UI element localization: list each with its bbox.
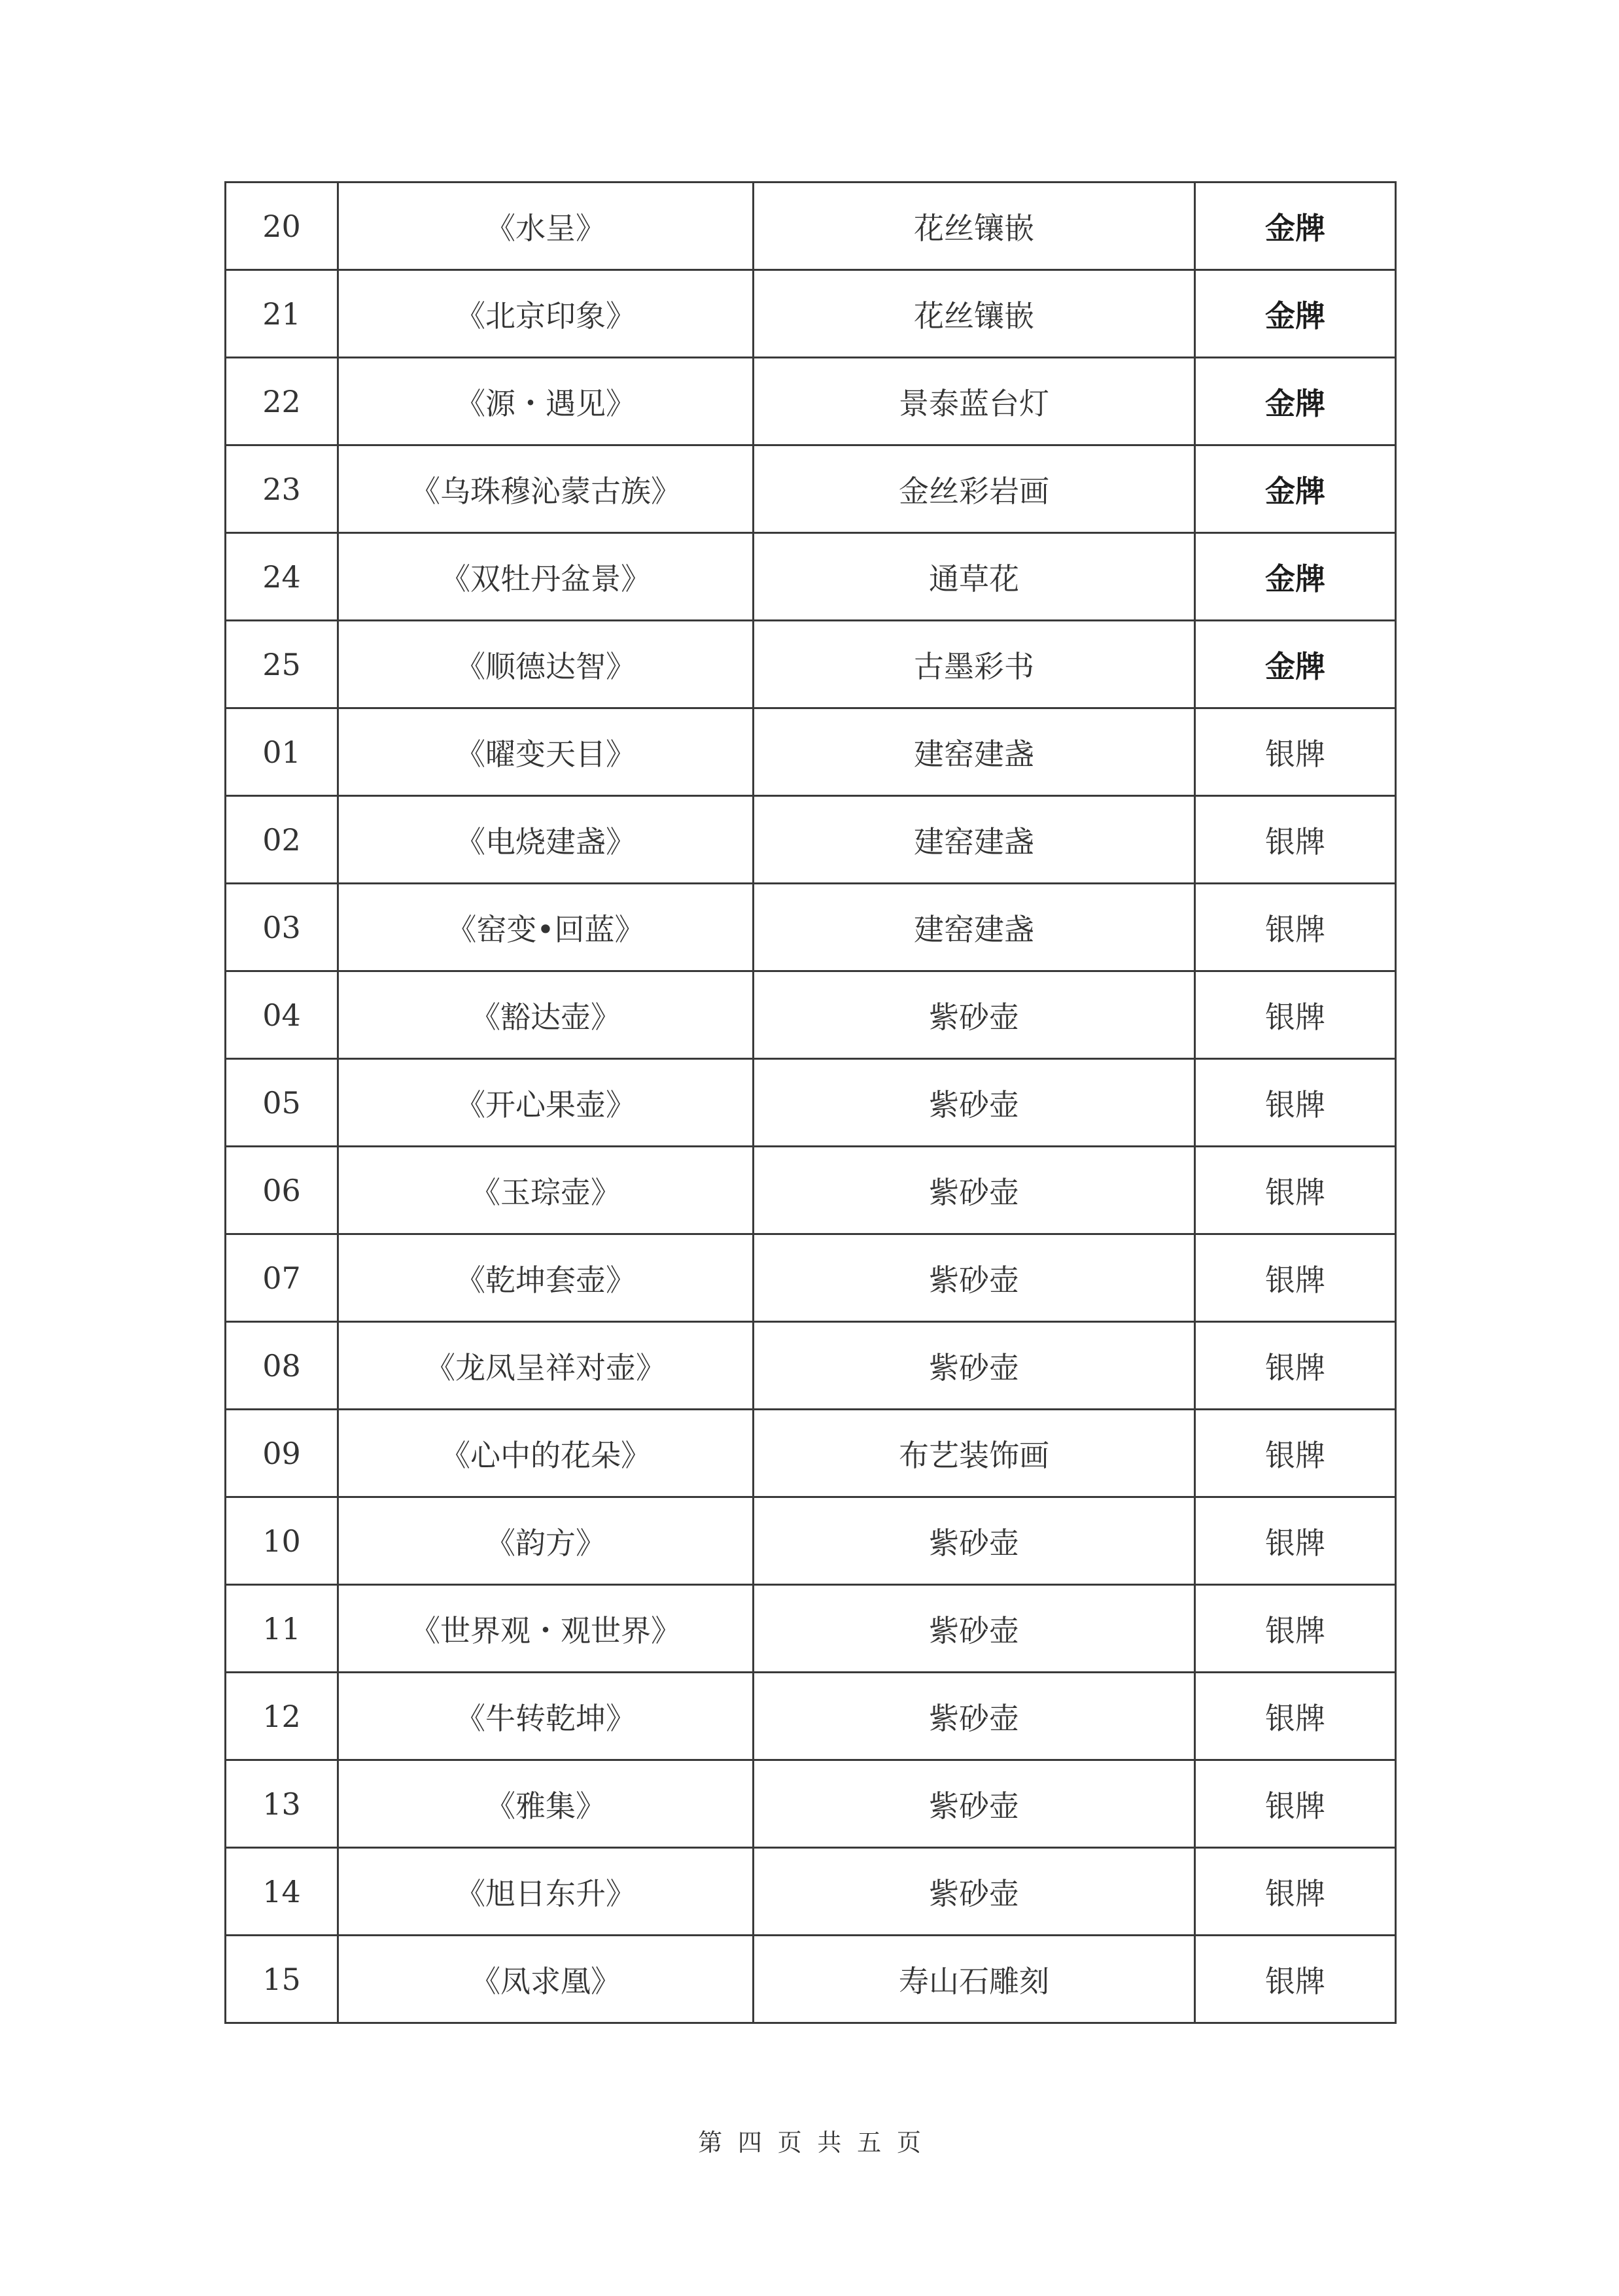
table-row	[226, 1234, 1396, 1322]
entry-title: 《电烧建盏》	[338, 796, 754, 884]
entry-award: 银牌	[1195, 971, 1396, 1059]
entry-number: 04	[226, 971, 338, 1059]
entry-award: 金牌	[1195, 183, 1396, 270]
entry-award: 银牌	[1195, 796, 1396, 884]
table-row	[226, 1322, 1396, 1410]
entry-title: 《世界观・观世界》	[338, 1585, 754, 1673]
table-row	[226, 1673, 1396, 1760]
table-row	[226, 1936, 1396, 2023]
entry-award: 银牌	[1195, 708, 1396, 796]
table-row	[226, 1497, 1396, 1585]
entry-title: 《开心果壶》	[338, 1059, 754, 1147]
entry-title: 《顺德达智》	[338, 621, 754, 708]
entry-number: 25	[226, 621, 338, 708]
table-row	[226, 533, 1396, 621]
entry-title: 《双牡丹盆景》	[338, 533, 754, 621]
entry-title: 《窑变•回蓝》	[338, 884, 754, 971]
entry-award: 银牌	[1195, 1147, 1396, 1234]
entry-title: 《水呈》	[338, 183, 754, 270]
entry-number: 07	[226, 1234, 338, 1322]
entry-award: 银牌	[1195, 1848, 1396, 1936]
entry-category: 景泰蓝台灯	[754, 358, 1195, 445]
awards-table	[224, 181, 1397, 2024]
entry-award: 银牌	[1195, 1322, 1396, 1410]
table-row	[226, 358, 1396, 445]
table-row	[226, 884, 1396, 971]
table-row	[226, 1410, 1396, 1497]
entry-category: 建窑建盏	[754, 884, 1195, 971]
entry-number: 13	[226, 1760, 338, 1848]
entry-number: 01	[226, 708, 338, 796]
entry-title: 《韵方》	[338, 1497, 754, 1585]
entry-award: 银牌	[1195, 1234, 1396, 1322]
entry-title: 《北京印象》	[338, 270, 754, 358]
entry-category: 紫砂壶	[754, 1848, 1195, 1936]
entry-category: 紫砂壶	[754, 971, 1195, 1059]
entry-award: 银牌	[1195, 884, 1396, 971]
entry-title: 《曜变天目》	[338, 708, 754, 796]
entry-category: 寿山石雕刻	[754, 1936, 1195, 2023]
entry-number: 22	[226, 358, 338, 445]
table-row	[226, 1059, 1396, 1147]
entry-number: 08	[226, 1322, 338, 1410]
entry-award: 金牌	[1195, 445, 1396, 533]
entry-title: 《凤求凰》	[338, 1936, 754, 2023]
table-row	[226, 971, 1396, 1059]
entry-number: 11	[226, 1585, 338, 1673]
entry-award: 银牌	[1195, 1497, 1396, 1585]
entry-number: 12	[226, 1673, 338, 1760]
page-footer: 第 四 页 共 五 页	[698, 2129, 921, 2157]
table-row	[226, 708, 1396, 796]
table-row	[226, 796, 1396, 884]
entry-category: 紫砂壶	[754, 1059, 1195, 1147]
entry-title: 《心中的花朵》	[338, 1410, 754, 1497]
entry-number: 06	[226, 1147, 338, 1234]
table-row	[226, 183, 1396, 270]
entry-category: 花丝镶嵌	[754, 270, 1195, 358]
entry-category: 布艺装饰画	[754, 1410, 1195, 1497]
entry-number: 09	[226, 1410, 338, 1497]
entry-award: 金牌	[1195, 533, 1396, 621]
entry-title: 《乾坤套壶》	[338, 1234, 754, 1322]
entry-category: 建窑建盏	[754, 796, 1195, 884]
entry-title: 《雅集》	[338, 1760, 754, 1848]
entry-category: 紫砂壶	[754, 1322, 1195, 1410]
table-row	[226, 270, 1396, 358]
entry-title: 《旭日东升》	[338, 1848, 754, 1936]
entry-award: 金牌	[1195, 358, 1396, 445]
awards-table-body	[226, 183, 1396, 2023]
entry-number: 24	[226, 533, 338, 621]
entry-number: 20	[226, 183, 338, 270]
entry-number: 02	[226, 796, 338, 884]
entry-number: 10	[226, 1497, 338, 1585]
entry-award: 银牌	[1195, 1410, 1396, 1497]
entry-title: 《源・遇见》	[338, 358, 754, 445]
table-row	[226, 1147, 1396, 1234]
entry-category: 通草花	[754, 533, 1195, 621]
entry-award: 银牌	[1195, 1059, 1396, 1147]
entry-category: 金丝彩岩画	[754, 445, 1195, 533]
entry-title: 《牛转乾坤》	[338, 1673, 754, 1760]
entry-award: 银牌	[1195, 1760, 1396, 1848]
entry-award: 金牌	[1195, 621, 1396, 708]
entry-category: 建窑建盏	[754, 708, 1195, 796]
entry-title: 《豁达壶》	[338, 971, 754, 1059]
entry-number: 23	[226, 445, 338, 533]
table-row	[226, 1760, 1396, 1848]
entry-award: 金牌	[1195, 270, 1396, 358]
entry-number: 21	[226, 270, 338, 358]
entry-category: 紫砂壶	[754, 1673, 1195, 1760]
entry-category: 紫砂壶	[754, 1147, 1195, 1234]
entry-award: 银牌	[1195, 1936, 1396, 2023]
entry-category: 紫砂壶	[754, 1585, 1195, 1673]
entry-number: 03	[226, 884, 338, 971]
entry-category: 紫砂壶	[754, 1760, 1195, 1848]
entry-number: 05	[226, 1059, 338, 1147]
table-row	[226, 445, 1396, 533]
entry-category: 紫砂壶	[754, 1234, 1195, 1322]
entry-category: 花丝镶嵌	[754, 183, 1195, 270]
entry-number: 15	[226, 1936, 338, 2023]
table-row	[226, 621, 1396, 708]
entry-award: 银牌	[1195, 1585, 1396, 1673]
entry-category: 紫砂壶	[754, 1497, 1195, 1585]
entry-title: 《玉琮壶》	[338, 1147, 754, 1234]
entry-number: 14	[226, 1848, 338, 1936]
entry-title: 《乌珠穆沁蒙古族》	[338, 445, 754, 533]
table-row	[226, 1585, 1396, 1673]
table-row	[226, 1848, 1396, 1936]
entry-award: 银牌	[1195, 1673, 1396, 1760]
entry-title: 《龙凤呈祥对壶》	[338, 1322, 754, 1410]
entry-category: 古墨彩书	[754, 621, 1195, 708]
